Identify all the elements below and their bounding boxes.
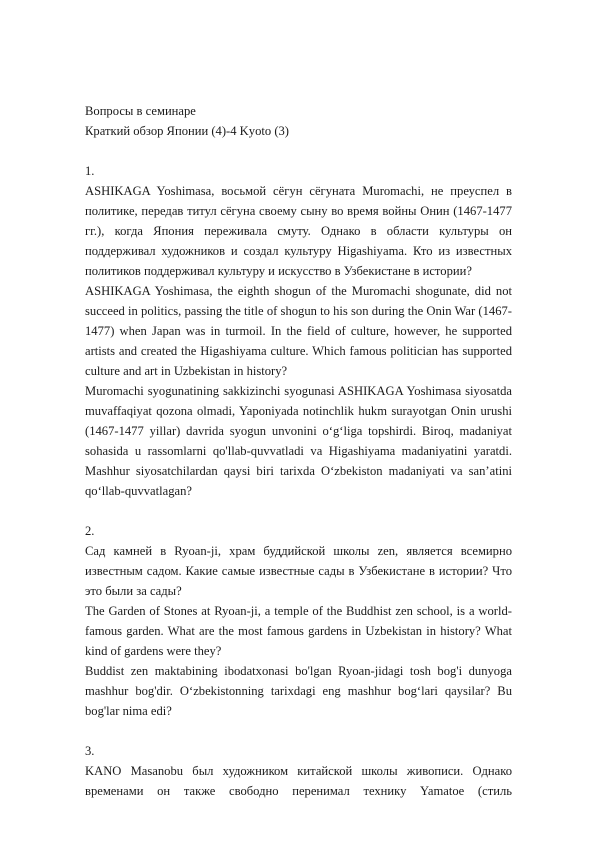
question-text-english: ASHIKAGA Yoshimasa, the eighth shogun of the Muromachi shogunate, did not succeed in politics, passing the title of shogun to his son during the Onin War (1467-1477) when Japan was in turmoil. In the field of culture, however, he supported artists and created the Higashiyama culture. Which famous politician has supported culture and art in Uzbekistan in history? [85, 284, 512, 378]
question-number: 2. [85, 524, 95, 538]
question-text-uzbek: Buddist zen maktabining ibodatxonasi bo'lgan Ryoan-jidagi tosh bog'i dunyoga mashhur bog'dir. O‘zbekistonning tarixdagi eng mashhur bog‘lari qaysilar? Bu bog'lar nima edi? [85, 664, 512, 718]
spacer [85, 721, 512, 741]
question-number: 3. [85, 744, 95, 758]
question-text-english: The Garden of Stones at Ryoan-ji, a temple of the Buddhist zen school, is a world-famous garden. What are the most famous gardens in Uzbekistan in history? What kind of gardens were they? [85, 604, 512, 658]
question-text-russian: ASHIKAGA Yoshimasa, восьмой сёгун сёгуната Muromachi, не преуспел в политике, передав титул сёгуна своему сыну во время войны Онин (1467-1477 гг.), когда Япония переживала смуту. Однако в области культуры он поддерживал художников и создал культуру Higashiyama. Кто из известных политиков поддерживал культуру и искусство в Узбекистане в истории? [85, 184, 512, 278]
question-number: 1. [85, 164, 95, 178]
spacer [85, 501, 512, 521]
question-text-uzbek: Muromachi syogunatining sakkizinchi syogunasi ASHIKAGA Yoshimasa siyosatda muvaffaqiyat qozona olmadi, Yaponiyada notinchlik hukm surayotgan Onin urushi (1467-1477 yillar) davrida syogun unvonini o‘g‘liga topshirdi. Biroq, madaniyat sohasida u rassomlarni qo'llab-quvvatladi va Higashiyama madaniyatini yaratdi. Mashhur siyosatchilardan qaysi biri tarixda O‘zbekiston madaniyati va san’atini qo‘llab-quvvatlagan? [85, 384, 512, 498]
question-text-russian: Сад камней в Ryoan-ji, храм буддийской школы zen, является всемирно известным садом. Какие самые известные сады в Узбекистане в истории? Что это были за сады? [85, 544, 512, 598]
document-body [85, 101, 512, 801]
spacer [85, 141, 512, 161]
document-title: Вопросы в семинаре [85, 104, 196, 118]
question-text-russian: KANO Masanobu был художником китайской школы живописи. Однако временами он также свободно перенимал технику Yamatoe (стиль [85, 764, 512, 798]
document-subtitle: Краткий обзор Японии (4)-4 Kyoto (3) [85, 124, 290, 138]
